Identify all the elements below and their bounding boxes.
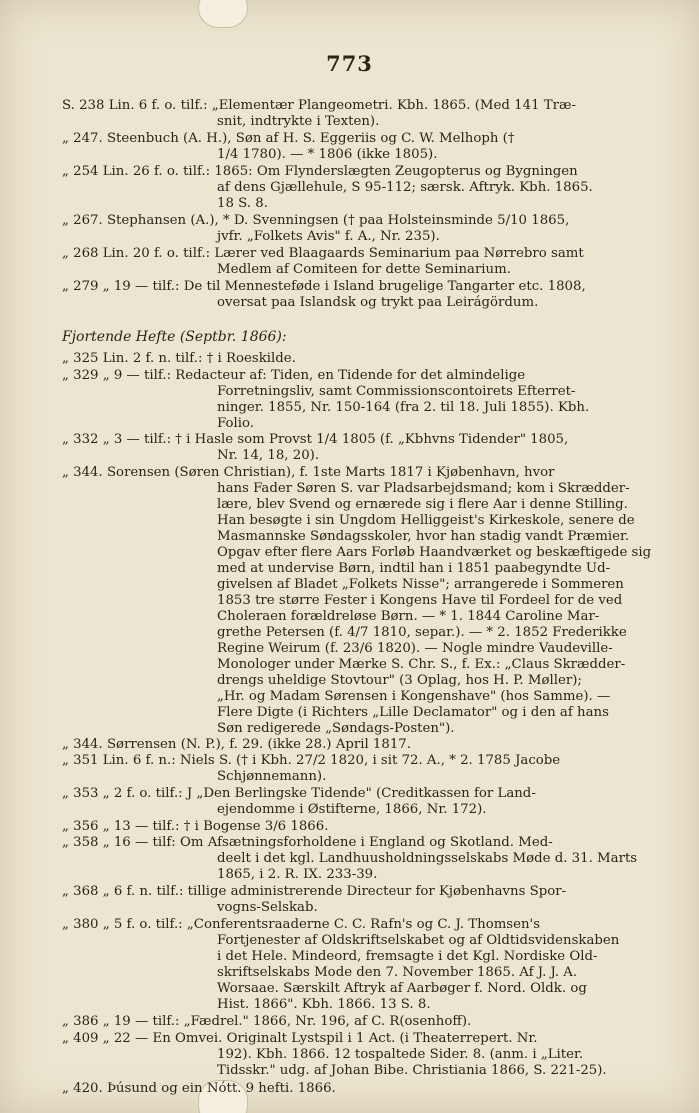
page-number: 773 bbox=[326, 51, 373, 76]
text-line: S. 238 Lin. 6 f. o. tilf.: „Elementær Plangeometri. Kbh. 1865. (Med 141 Træ- bbox=[62, 98, 576, 113]
text-line: Flere Digte (i Richters „Lille Declamator" og i den af hans bbox=[217, 705, 609, 720]
text-line: Medlem af Comiteen for dette Seminarium. bbox=[217, 262, 511, 277]
text-line: Monologer under Mærke S. Chr. S., f. Ex.: „Claus Skrædder- bbox=[217, 657, 626, 672]
text-line: Forretningsliv, samt Commissionscontoirets Efterret- bbox=[217, 384, 576, 399]
text-line: 1/4 1780). — * 1806 (ikke 1805). bbox=[217, 147, 438, 162]
text-line: „ 325 Lin. 2 f. n. tilf.: † i Roeskilde. bbox=[62, 351, 296, 366]
text-line: Regine Weirum (f. 23/6 1820). — Nogle mindre Vaudeville- bbox=[217, 641, 613, 656]
text-line: „ 268 Lin. 20 f. o. tilf.: Lærer ved Blaagaards Seminarium paa Nørrebro samt bbox=[62, 246, 584, 261]
text-line: Søn redigerede „Søndags-Posten"). bbox=[217, 721, 455, 736]
text-line: af dens Gjællehule, S 95-112; særsk. Aftryk. Kbh. 1865. bbox=[217, 180, 593, 195]
text-line: Fortjenester af Oldskriftselskabet og af Oldtidsvidenskaben bbox=[217, 933, 620, 948]
text-line: „ 380 „ 5 f. o. tilf.: „Conferentsraaderne C. C. Rafn's og C. J. Thomsen's bbox=[62, 917, 541, 932]
page-tab-top bbox=[198, 0, 248, 28]
text-line: jvfr. „Folkets Avis" f. A., Nr. 235). bbox=[217, 229, 440, 244]
text-line: vogns-Selskab. bbox=[217, 900, 318, 915]
text-line: med at undervise Børn, indtil han i 1851 paabegyndte Ud- bbox=[217, 561, 611, 576]
text-line: snit, indtrykte i Texten). bbox=[217, 114, 380, 129]
text-line: drengs uheldige Stovtour" (3 Oplag, hos H. P. Møller); bbox=[217, 673, 582, 688]
text-line: „ 353 „ 2 f. o. tilf.: J „Den Berlingske Tidende" (Creditkassen for Land- bbox=[62, 786, 536, 801]
text-line: „ 368 „ 6 f. n. tilf.: tillige administrerende Directeur for Kjøbenhavns Spor- bbox=[62, 884, 567, 899]
text-line: „ 254 Lin. 26 f. o. tilf.: 1865: Om Flynderslægten Zeugopterus og Bygningen bbox=[62, 164, 578, 179]
text-line: „ 420. Þúsund og ein Nótt. 9 hefti. 1866. bbox=[62, 1081, 336, 1096]
text-line: „ 279 „ 19 — tilf.: De til Mennesteføde i Island brugelige Tangarter etc. 1808, bbox=[62, 279, 586, 294]
text-line: grethe Petersen (f. 4/7 1810, separ.). — * 2. 1852 Frederikke bbox=[217, 625, 627, 640]
text-line: „Hr. og Madam Sørensen i Kongenshave" (hos Samme). — bbox=[217, 689, 611, 704]
text-line: Schjønnemann). bbox=[217, 769, 327, 784]
text-line: „ 356 „ 13 — tilf.: † i Bogense 3/6 1866. bbox=[62, 819, 329, 834]
text-line: „ 344. Sørrensen (N. P.), f. 29. (ikke 28.) April 1817. bbox=[62, 737, 411, 752]
text-line: 1853 tre større Fester i Kongens Have til Fordeel for de ved bbox=[217, 593, 623, 608]
text-line: hans Fader Søren S. var Pladsarbejdsmand; kom i Skrædder- bbox=[217, 481, 630, 496]
text-line: „ 267. Stephansen (A.), * D. Svenningsen († paa Holsteinsminde 5/10 1865, bbox=[62, 213, 570, 228]
text-line: „ 332 „ 3 — tilf.: † i Hasle som Provst 1/4 1805 (f. „Kbhvns Tidender" 1805, bbox=[62, 432, 569, 447]
text-line: „ 351 Lin. 6 f. n.: Niels S. († i Kbh. 27/2 1820, i sit 72. A., * 2. 1785 Jacobe bbox=[62, 753, 561, 768]
text-line: Worsaae. Særskilt Aftryk af Aarbøger f. Nord. Oldk. og bbox=[217, 981, 587, 996]
text-line: Han besøgte i sin Ungdom Helliggeist's Kirkeskole, senere de bbox=[217, 513, 635, 528]
text-line: „ 409 „ 22 — En Omvei. Originalt Lystspil i 1 Act. (i Theaterrepert. Nr. bbox=[62, 1031, 538, 1046]
text-line: deelt i det kgl. Landhuusholdningsselskabs Møde d. 31. Marts bbox=[217, 851, 638, 866]
text-line: 18 S. 8. bbox=[217, 196, 268, 211]
text-line: Choleraen forældreløse Børn. — * 1. 1844 Caroline Mar- bbox=[217, 609, 600, 624]
text-line: Tidsskr." udg. af Johan Bibe. Christiania 1866, S. 221-25). bbox=[217, 1063, 607, 1078]
text-line: „ 358 „ 16 — tilf: Om Afsætningsforholdene i England og Skotland. Med- bbox=[62, 835, 553, 850]
text-line: i det Hele. Mindeord, fremsagte i det Kgl. Nordiske Old- bbox=[217, 949, 598, 964]
text-line: 1865, i 2. R. IX. 233-39. bbox=[217, 867, 378, 882]
text-line: ninger. 1855, Nr. 150-164 (fra 2. til 18. Juli 1855). Kbh. bbox=[217, 400, 590, 415]
text-line: Nr. 14, 18, 20). bbox=[217, 448, 320, 463]
text-line: Opgav efter flere Aars Forløb Haandværket og beskæftigede sig bbox=[217, 545, 652, 560]
text-line: Folio. bbox=[217, 416, 255, 431]
text-line: „ 329 „ 9 — tilf.: Redacteur af: Tiden, en Tidende for det almindelige bbox=[62, 368, 526, 383]
text-line: 192). Kbh. 1866. 12 tospaltede Sider. 8. (anm. i „Liter. bbox=[217, 1047, 584, 1062]
text-line: Hist. 1866". Kbh. 1866. 13 S. 8. bbox=[217, 997, 431, 1012]
text-line: „ 386 „ 19 — tilf.: „Fædrel." 1866, Nr. 196, af C. R(osenhoff). bbox=[62, 1014, 472, 1029]
text-line: lære, blev Svend og ernærede sig i flere Aar i denne Stilling. bbox=[217, 497, 628, 512]
text-line: oversat paa Islandsk og trykt paa Leirágördum. bbox=[217, 295, 539, 310]
text-line: Masmannske Søndagsskoler, hvor han stadig vandt Præmier. bbox=[217, 529, 630, 544]
text-line: ejendomme i Østifterne, 1866, Nr. 172). bbox=[217, 802, 487, 817]
text-line: „ 247. Steenbuch (A. H.), Søn af H. S. Eggeriis og C. W. Melhoph († bbox=[62, 131, 515, 146]
text-line: skriftselskabs Mode den 7. November 1865. Af J. J. A. bbox=[217, 965, 578, 980]
text-line: „ 344. Sorensen (Søren Christian), f. 1ste Marts 1817 i Kjøbenhavn, hvor bbox=[62, 465, 555, 480]
section-heading: Fjortende Hefte (Septbr. 1866): bbox=[62, 329, 287, 345]
text-line: givelsen af Bladet „Folkets Nisse"; arrangerede i Sommeren bbox=[217, 577, 624, 592]
